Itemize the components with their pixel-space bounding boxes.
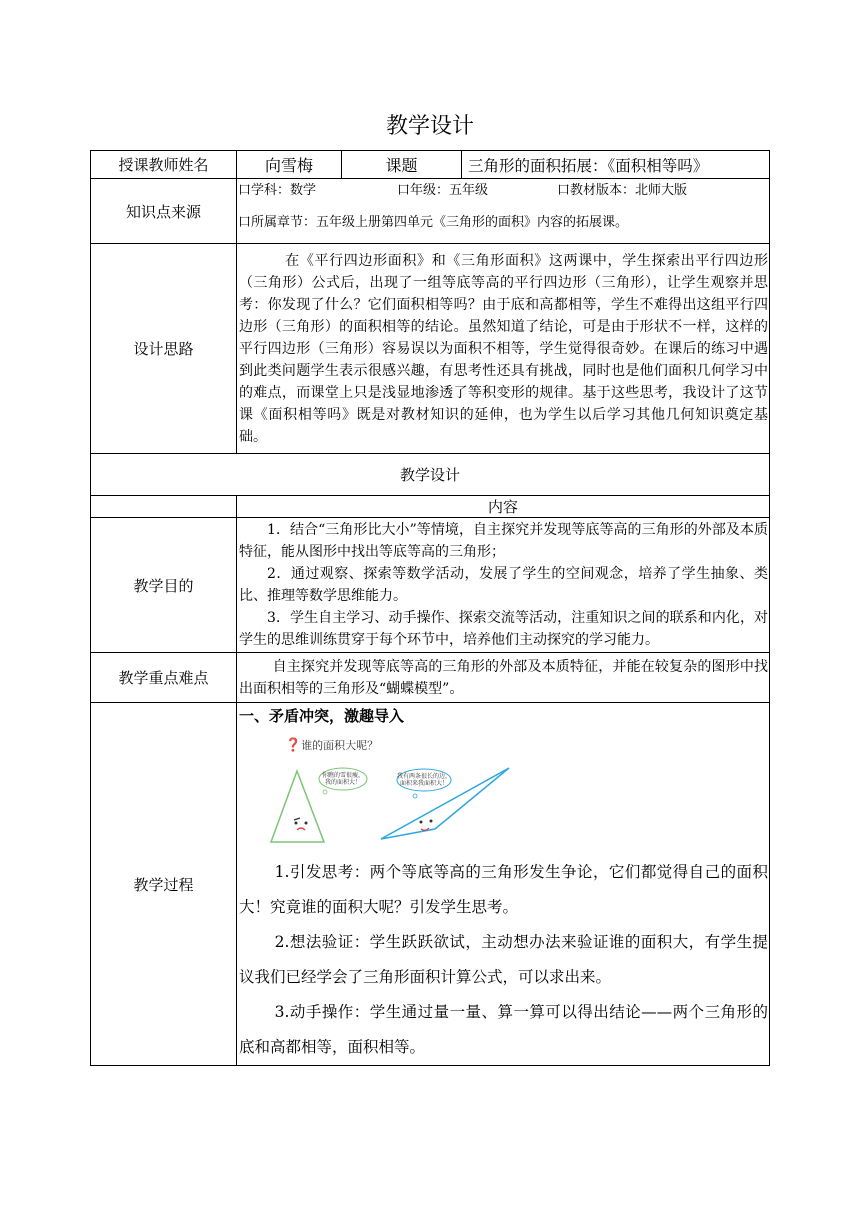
design-idea-label: 设计思路 [91, 244, 237, 454]
left-eye [295, 822, 298, 825]
process-cell [237, 703, 770, 1066]
design-idea-row [91, 244, 770, 454]
topic-value: 三角形的面积拓展：《面积相等吗》 [462, 151, 770, 179]
objective-item-3: 3．学生自主学习、动手操作、探索交流等活动，注重知识之间的联系和内化，对学生的思维训练贯穿于每个环节中，培养他们主动探究的学习能力。 [239, 610, 768, 648]
empty-cell [91, 496, 237, 518]
edition-item: 口教材版本：北师大版 [557, 183, 688, 198]
right-bubble-line-1: 我有两条很长的边， [396, 773, 452, 780]
process-paragraph-1: 1.引发思考：两个等底等高的三角形发生争论，它们都觉得自己的面积大！究竟谁的面积大呢？引发学生思考。 [239, 863, 768, 916]
question-mark-icon: ❓ [285, 738, 302, 753]
left-triangle [271, 771, 324, 842]
process-paragraph-2: 2.想法验证：学生跃跃欲试，主动想办法来验证谁的面积大，有学生提议我们已经学会了三角形面积计算公式，可以求出来。 [239, 933, 768, 986]
right-eye [420, 821, 423, 824]
design-idea-text: 在《平行四边形面积》和《三角形面积》这两课中，学生探索出平行四边形（三角形）公式后，出现了一组等底等高的平行四边形（三角形），让学生观察并思考：你发现了什么？它们面积相等吗？由于底和高都相等，学生不难得出这组平行四边形（三角形）的面积相等的结论。虽然知道了结论，可是由于形状不一样，这样的平行四边形（三角形）容易误以为面积不相等，学生觉得很奇妙。在课后的练习中遇到此类问题学生表示很感兴趣，有思考性还具有挑战，同时也是他们面积几何学习中的难点，而课堂上只是浅显地渗透了等积变形的规律。基于这些思考，我设计了这节课《面积相等吗》既是对教材知识的延伸，也为学生以后学习其他几何知识奠定基础。 [239, 252, 768, 445]
topic-label: 课题 [342, 151, 462, 179]
process-heading: 一、矛盾冲突，激趣导入 [239, 707, 405, 725]
objective-item-2: 2．通过观察、探索等数学活动，发展了学生的空间观念，培养了学生抽象、类比、推理等数学思维能力。 [239, 566, 768, 604]
left-bubble-line-1: 你瞧的雪很瘦， [321, 772, 365, 779]
key-points-row [91, 653, 770, 703]
key-points-label: 教学重点难点 [91, 653, 237, 703]
grade-item: 口年级：五年级 [397, 183, 489, 198]
left-mouth [297, 828, 305, 830]
objectives-label: 教学目的 [91, 518, 237, 653]
right-eye [430, 820, 433, 823]
process-label: 教学过程 [91, 703, 237, 1066]
teacher-name: 向雪梅 [237, 151, 342, 179]
key-points-cell [237, 653, 770, 703]
page-title: 教学设计 [385, 114, 474, 139]
lesson-design-table [90, 150, 770, 1066]
objective-item-1: 1．结合“三角形比大小”等情境，自主探究并发现等底等高的三角形的外部及本质特征，能从图形中找出等底等高的三角形； [239, 522, 768, 560]
source-label: 知识点来源 [91, 179, 237, 244]
bubble-dot [323, 790, 327, 794]
question-text: 谁的面积大呢？ [301, 739, 379, 752]
header-row [91, 151, 770, 179]
right-bubble-line-2: 面积来我面积大！ [399, 780, 449, 787]
content-header-row [91, 496, 770, 518]
triangles-figure [237, 727, 769, 855]
left-bubble-line-2: 我的面积大！ [324, 779, 362, 786]
objectives-row [91, 518, 770, 653]
left-eye [305, 822, 308, 825]
bubble-dot [413, 794, 417, 798]
source-content [237, 179, 770, 244]
teacher-label: 授课教师姓名 [91, 151, 237, 179]
process-row [91, 703, 770, 1066]
process-paragraph-3: 3.动手操作：学生通过量一量、算一算可以得出结论——两个三角形的底和高都相等，面积相等。 [239, 1003, 768, 1056]
objectives-cell [237, 518, 770, 653]
design-idea-cell [237, 244, 770, 454]
triangles-illustration [237, 727, 537, 855]
left-eye-brow [294, 818, 300, 820]
section-row [91, 454, 770, 496]
source-row [91, 179, 770, 244]
section-title: 教学设计 [91, 454, 770, 496]
chapter-item: 口所属章节：五年级上册第四单元《三角形的面积》内容的拓展课。 [238, 215, 629, 230]
content-header: 内容 [237, 496, 770, 518]
subject-item: 口学科：数学 [238, 183, 317, 198]
key-points-text: 自主探究并发现等底等高的三角形的外部及本质特征，并能在较复杂的图形中找出面积相等的三角形及“蝴蝶模型”。 [239, 658, 768, 697]
